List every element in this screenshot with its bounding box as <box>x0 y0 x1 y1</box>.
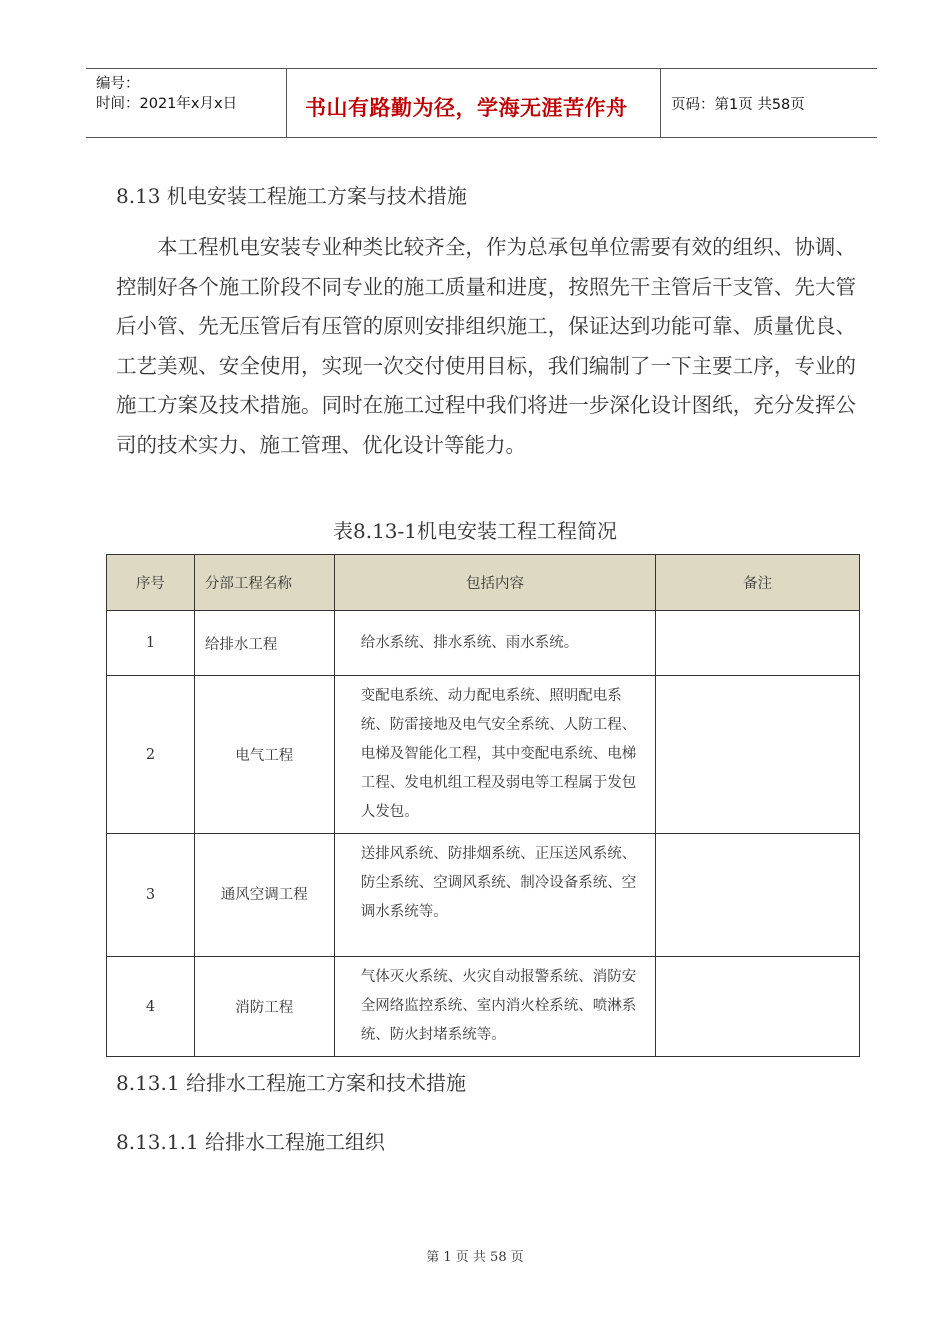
header-page-number: 页码：第1页 共58页 <box>671 97 805 113</box>
row-note <box>656 611 860 676</box>
row-name: 消防工程 <box>194 957 334 1057</box>
document-time-label: 时间：2021年x月x日 <box>96 96 238 112</box>
table-row <box>107 676 860 834</box>
header-page-cell <box>661 69 877 137</box>
column-header-content: 包括内容 <box>334 555 656 611</box>
row-content: 给水系统、排水系统、雨水系统。 <box>334 611 656 676</box>
column-header-number: 序号 <box>107 555 195 611</box>
subsubsection-heading: 8.13.1.1 给排水工程施工组织 <box>116 1130 386 1154</box>
header-motto-cell <box>287 69 661 137</box>
row-number: 4 <box>107 957 195 1057</box>
intro-paragraph: 本工程机电安装专业种类比较齐全，作为总承包单位需要有效的组织、协调、控制好各个施工阶段不同专业的施工质量和进度，按照先干主管后干支管、先大管后小管、先无压管后有压管的原则安排组织施工，保证达到功能可靠、质量优良、工艺美观、安全使用，实现一次交付使用目标，我们编制了一下主要工序，专业的施工方案及技术措施。同时在施工过程中我们将进一步深化设计图纸，充分发挥公司的技术实力、施工管理、优化设计等能力。 <box>116 235 856 457</box>
section-heading: 8.13 机电安装工程施工方案与技术措施 <box>116 184 467 208</box>
table-caption: 表8.13-1机电安装工程工程简况 <box>332 519 617 543</box>
column-header-name: 分部工程名称 <box>194 555 334 611</box>
document-number-label: 编号： <box>96 76 140 92</box>
table-row <box>107 834 860 957</box>
page-header <box>86 68 877 138</box>
table-row <box>107 611 860 676</box>
column-header-note: 备注 <box>656 555 860 611</box>
table-header-row <box>107 555 860 611</box>
header-motto: 书山有路勤为径，学海无涯苦作舟 <box>305 96 628 120</box>
row-content: 变配电系统、动力配电系统、照明配电系统、防雷接地及电气安全系统、人防工程、电梯及智能化工程，其中变配电系统、电梯工程、发电机组工程及弱电等工程属于发包人发包。 <box>334 676 656 834</box>
row-content: 送排风系统、防排烟系统、正压送风系统、防尘系统、空调风系统、制冷设备系统、空调水系统等。 <box>334 834 656 957</box>
row-note <box>656 676 860 834</box>
table-row <box>107 957 860 1057</box>
row-number: 2 <box>107 676 195 834</box>
row-name: 通风空调工程 <box>194 834 334 957</box>
row-number: 1 <box>107 611 195 676</box>
row-name: 给排水工程 <box>194 611 334 676</box>
row-number: 3 <box>107 834 195 957</box>
page-footer: 第 1 页 共 58 页 <box>426 1250 524 1265</box>
header-meta-cell <box>86 69 287 137</box>
row-content: 气体灭火系统、火灾自动报警系统、消防安全网络监控系统、室内消火栓系统、喷淋系统、防火封堵系统等。 <box>334 957 656 1057</box>
row-name: 电气工程 <box>194 676 334 834</box>
subsection-heading: 8.13.1 给排水工程施工方案和技术措施 <box>116 1071 466 1095</box>
row-note <box>656 834 860 957</box>
row-note <box>656 957 860 1057</box>
project-overview-table <box>106 554 860 1057</box>
